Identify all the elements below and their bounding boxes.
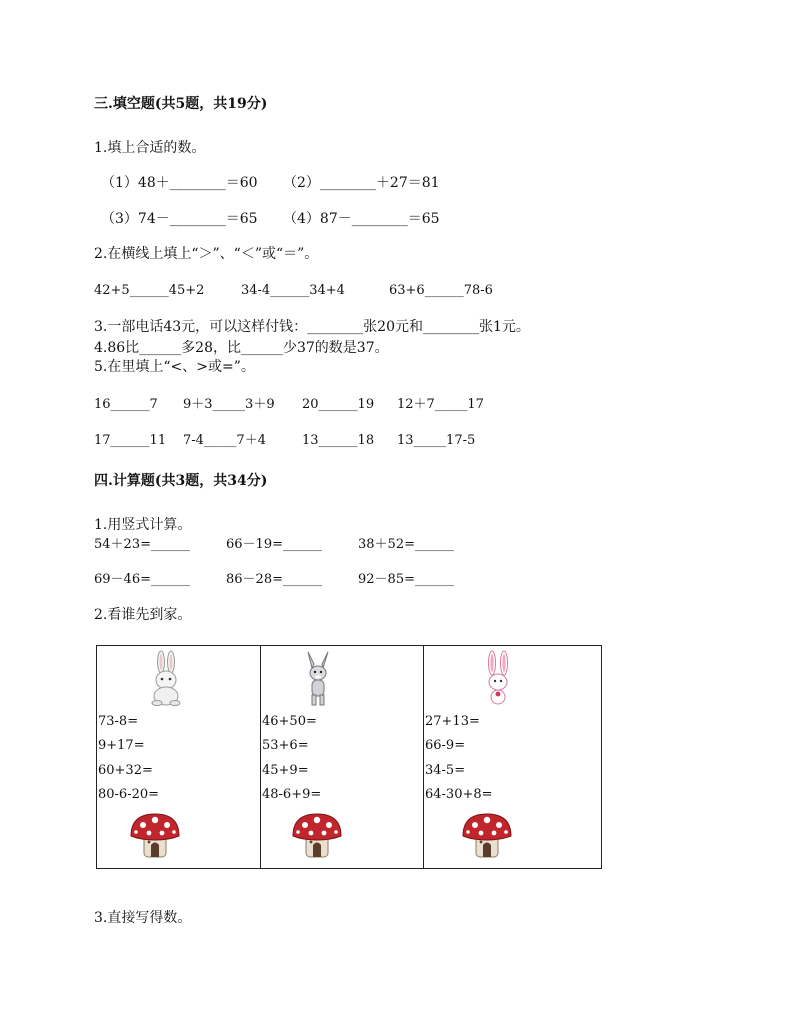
section3-heading: 三.填空题(共5题，共19分) bbox=[94, 96, 268, 112]
q5-item-3: 20______19 bbox=[302, 397, 375, 412]
direct-calc-title: 3.直接写得数。 bbox=[94, 910, 192, 926]
calc-item-1: 54＋23=______ bbox=[94, 537, 190, 552]
q2-item-2: 34-4______34+4 bbox=[241, 283, 345, 298]
race-equation: 80-6-20= bbox=[98, 787, 160, 802]
grey-rabbit-icon bbox=[303, 650, 333, 708]
race-equation: 53+6= bbox=[262, 738, 309, 753]
calc-item-4: 69－46=______ bbox=[94, 572, 190, 587]
q2-title: 2.在横线上填上“＞”、“＜”或“＝”。 bbox=[94, 246, 319, 262]
race-equation: 45+9= bbox=[262, 763, 309, 778]
q1-item-1: （1）48＋________＝60 bbox=[101, 175, 258, 191]
calc-item-2: 66－19=______ bbox=[226, 537, 322, 552]
calc-item-3: 38＋52=______ bbox=[358, 537, 454, 552]
mushroom-house-icon bbox=[291, 812, 343, 860]
race-equation: 48-6+9= bbox=[262, 787, 322, 802]
q5-item-7: 13______18 bbox=[302, 433, 375, 448]
white-rabbit-icon bbox=[146, 650, 186, 706]
race-equation: 66-9= bbox=[425, 738, 466, 753]
q1-item-4: （4）87－________＝65 bbox=[283, 211, 440, 227]
pink-rabbit-icon bbox=[480, 650, 516, 708]
mushroom-house-icon bbox=[129, 812, 181, 860]
q2-item-3: 63+6______78-6 bbox=[389, 283, 493, 298]
calc-item-5: 86－28=______ bbox=[226, 572, 322, 587]
q5-item-1: 16______7 bbox=[94, 397, 158, 412]
q3-text: 3.一部电话43元，可以这样付钱：________张20元和________张1元。 bbox=[94, 319, 530, 335]
race-equation: 27+13= bbox=[425, 714, 480, 729]
q1-item-2: （2）________＋27＝81 bbox=[283, 175, 440, 191]
race-equation: 34-5= bbox=[425, 763, 466, 778]
q5-title: 5.在里填上“<、>或=”。 bbox=[94, 359, 255, 375]
q5-item-6: 7-4_____7＋4 bbox=[183, 433, 266, 448]
calc-item-6: 92－85=______ bbox=[358, 572, 454, 587]
race-equation: 60+32= bbox=[98, 763, 153, 778]
q4-text: 4.86比______多28，比______少37的数是37。 bbox=[94, 340, 389, 356]
race-equation: 64-30+8= bbox=[425, 787, 493, 802]
q5-item-5: 17______11 bbox=[94, 433, 167, 448]
q1-title: 1.填上合适的数。 bbox=[94, 140, 206, 156]
mushroom-house-icon bbox=[461, 812, 513, 860]
race-equation: 46+50= bbox=[262, 714, 317, 729]
race-title: 2.看谁先到家。 bbox=[94, 607, 192, 623]
race-equation: 73-8= bbox=[98, 714, 139, 729]
q5-item-2: 9＋3_____3＋9 bbox=[183, 397, 275, 412]
q2-item-1: 42+5______45+2 bbox=[94, 283, 205, 298]
section4-heading: 四.计算题(共3题，共34分) bbox=[94, 473, 268, 489]
q5-item-4: 12＋7_____17 bbox=[397, 397, 484, 412]
calc-title: 1.用竖式计算。 bbox=[94, 517, 192, 533]
q1-item-3: （3）74－________＝65 bbox=[101, 211, 258, 227]
race-equation: 9+17= bbox=[98, 738, 145, 753]
q5-item-8: 13_____17-5 bbox=[397, 433, 476, 448]
